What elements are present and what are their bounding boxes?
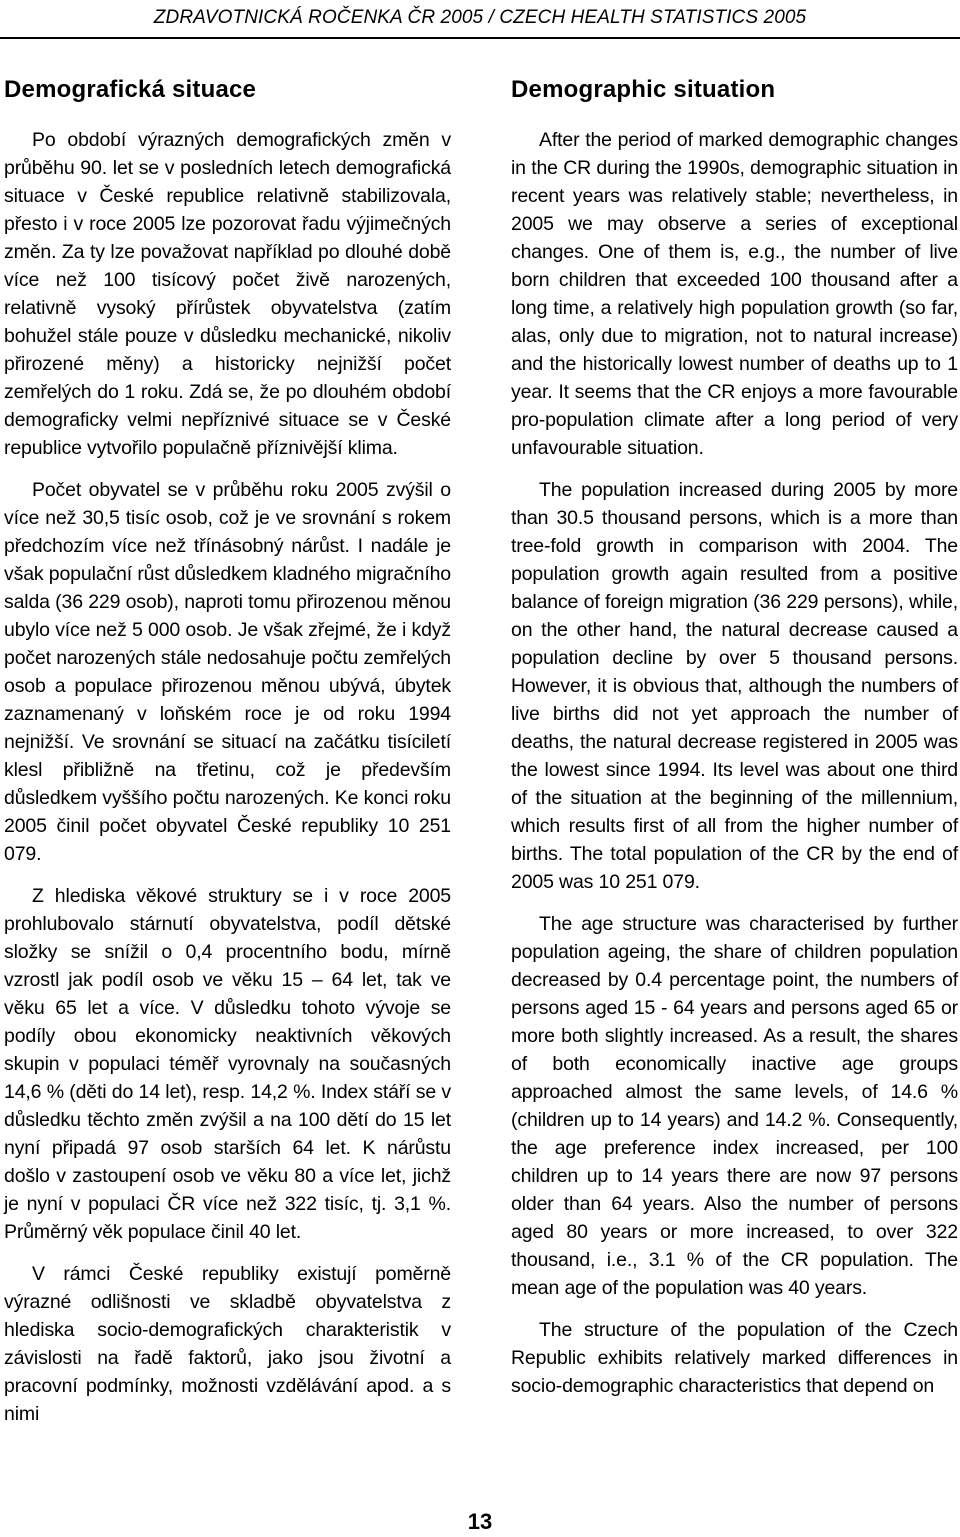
- running-header: ZDRAVOTNICKÁ ROČENKA ČR 2005 / CZECH HEALTH STATISTICS 2005: [153, 7, 807, 28]
- english-column: [511, 74, 958, 1414]
- header-rule: [0, 37, 960, 39]
- czech-paragraph-1: Po období výrazných demografických změn v průběhu 90. let se v posledních letech demografická situace v České republice relativně stabilizovala, přesto i v roce 2005 lze pozorovat řadu výjimečných změn. Za ty lze považovat například po dlouhé době více než 100 tisícový počet živě narozených, relativně vysoký přírůstek obyvatelstva (zatím bohužel stále pouze v důsledku mechanické, nikoliv přirozené měny) a historicky nejnižší počet zemřelých do 1 roku. Zdá se, že po dlouhém období demograficky velmi nepříznivé situace se v České republice vytvořilo populačně příznivější klima.: [4, 129, 451, 459]
- czech-column: [4, 74, 451, 1442]
- english-paragraph-1: After the period of marked demographic changes in the CR during the 1990s, demographic situation in recent years was relatively stable; nevertheless, in 2005 we may observe a series of exceptional changes. One of them is, e.g., the number of live born children that exceeded 100 thousand after a long time, a relatively high population growth (so far, alas, only due to migration, not to natural increase) and the historically lowest number of deaths up to 1 year. It seems that the CR enjoys a more favourable pro-population climate after a long period of very unfavourable situation.: [511, 129, 958, 459]
- english-paragraph-3: The age structure was characterised by further population ageing, the share of children population decreased by 0.4 percentage point, the numbers of persons aged 15 - 64 years and persons aged 65 or more both slightly increased. As a result, the shares of both economically inactive age groups approached almost the same levels, of 14.6 % (children up to 14 years) and 14.2 %. Consequently, the age preference index increased, per 100 children up to 14 years there are now 97 persons older than 64 years. Also the number of persons aged 80 years or more increased, to over 322 thousand, i.e., 3.1 % of the CR population. The mean age of the population was 40 years.: [511, 913, 958, 1299]
- czech-paragraph-3: Z hlediska věkové struktury se i v roce 2005 prohlubovalo stárnutí obyvatelstva, podíl dětské složky se snížil o 0,4 procentního bodu, mírně vzrostl jak podíl osob ve věku 15 – 64 let, tak ve věku 65 let a více. V důsledku tohoto vývoje se podíly obou ekonomicky neaktivních věkových skupin v populaci téměř vyrovnaly na současných 14,6 % (děti do 14 let), resp. 14,2 %. Index stáří se v důsledku těchto změn zvýšil a na 100 dětí do 15 let nyní připadá 97 osob starších 64 let. K nárůstu došlo v zastoupení osob ve věku 80 a více let, jichž je nyní v populaci ČR více než 322 tisíc, tj. 3,1 %. Průměrný věk populace činil 40 let.: [4, 885, 451, 1243]
- czech-paragraph-4: V rámci České republiky existují poměrně výrazné odlišnosti ve skladbě obyvatelstva z hlediska socio-demografických charakteristik v závislosti na řadě faktorů, jako jsou životní a pracovní podmínky, možnosti vzdělávání apod. a s nimi: [4, 1263, 451, 1425]
- czech-heading: Demografická situace: [4, 76, 257, 103]
- czech-paragraph-2: Počet obyvatel se v průběhu roku 2005 zvýšil o více než 30,5 tisíc osob, což je ve srovnání s rokem předchozím více než třínásobný nárůst. I nadále je však populační růst důsledkem kladného migračního salda (36 229 osob), naproti tomu přirozenou měnou ubylo více než 5 000 osob. Je však zřejmé, že i když počet narozených stále nedosahuje počtu zemřelých osob a populace přirozenou měnou ubývá, úbytek zaznamenaný v loňském roce je od roku 1994 nejnižší. Ve srovnání se situací na začátku tisíciletí klesl přibližně na třetinu, což je především důsledkem vyššího počtu narozených. Ke konci roku 2005 činil počet obyvatel České republiky 10 251 079.: [4, 479, 451, 865]
- english-paragraph-2: The population increased during 2005 by more than 30.5 thousand persons, which is a more than tree-fold growth in comparison with 2004. The population growth again resulted from a positive balance of foreign migration (36 229 persons), while, on the other hand, the natural decrease caused a population decline by over 5 thousand persons. However, it is obvious that, although the numbers of live births did not yet approach the number of deaths, the natural decrease registered in 2005 was the lowest since 1994. Its level was about one third of the situation at the beginning of the millennium, which results first of all from the higher number of births. The total population of the CR by the end of 2005 was 10 251 079.: [511, 479, 958, 893]
- english-heading: Demographic situation: [511, 76, 776, 103]
- page-number: 13: [467, 1509, 493, 1534]
- english-paragraph-4: The structure of the population of the Czech Republic exhibits relatively marked differences in socio-demographic characteristics that depend on: [511, 1319, 958, 1397]
